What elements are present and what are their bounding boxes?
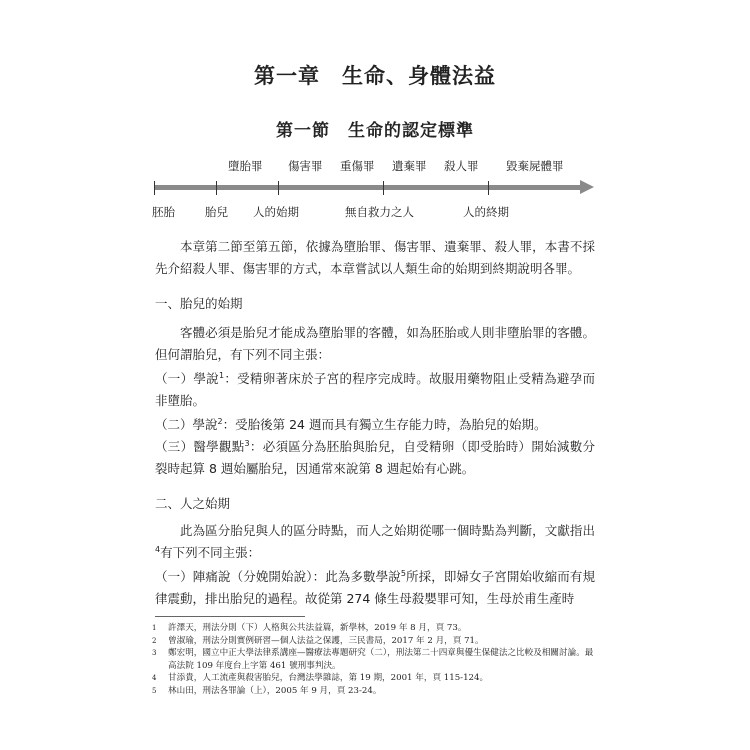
timeline-label-helpless-person: 無自救力之人 xyxy=(345,205,414,219)
footnote-ref[interactable]: 3 xyxy=(244,438,250,448)
timeline-tick xyxy=(383,181,384,195)
section-title: 第一節 生命的認定標準 xyxy=(276,121,474,141)
footnote-text: 鄭宏明，國立中正大學法律系講座—醫療法專題研究（二），刑法第二十四章與優生保健法之比較及相關討論。最高法院 109 年度台上字第 461 號刑事判決。 xyxy=(168,648,594,671)
timeline-label-embryo: 胚胎 xyxy=(152,205,175,219)
item-text: （一）陣痛說（分娩開始說）：此為多數學說 xyxy=(155,569,401,584)
footnote-3 xyxy=(152,647,597,672)
footnote-text: 許澤天，刑法分則（下）人格與公共法益篇，新學林，2019 年 8 月，頁 73。 xyxy=(168,623,467,633)
timeline-tick xyxy=(154,181,155,195)
timeline-bar xyxy=(154,185,582,190)
timeline-diagram xyxy=(150,155,600,225)
footnote-ref[interactable]: 2 xyxy=(217,416,223,426)
footnote-divider xyxy=(155,616,305,617)
item-text: （三）醫學觀點 xyxy=(155,439,245,454)
timeline-label-start-of-life: 人的始期 xyxy=(253,205,299,219)
footnote-ref[interactable]: 4 xyxy=(155,544,161,554)
chapter-title: 第一章 生命、身體法益 xyxy=(254,64,496,88)
fetus-item-3 xyxy=(155,436,595,480)
timeline-label-serious-injury: 重傷罪 xyxy=(340,159,375,173)
paragraph-text: 有下列不同主張： xyxy=(160,545,261,560)
item-text: （一）學說 xyxy=(155,371,219,386)
item-text: （二）學說 xyxy=(155,417,218,432)
footnote-ref[interactable]: 5 xyxy=(400,568,406,578)
timeline-tick xyxy=(488,181,489,195)
person-item-1 xyxy=(155,566,595,610)
item-text: ：受胎後第 24 週而具有獨立生存能力時，為胎兒的始期。 xyxy=(222,417,547,432)
intro-paragraph: 本章第二節至第五節，依據為墮胎罪、傷害罪、遺棄罪、殺人罪，本書不採先介紹殺人罪、傷害罪的方式，本章嘗試以人類生命的始期到終期說明各罪。 xyxy=(155,239,595,276)
fetus-item-2 xyxy=(155,414,595,436)
footnote-ref[interactable]: 1 xyxy=(218,370,225,380)
footnote-number: 1 xyxy=(152,624,157,632)
footnote-number: 3 xyxy=(152,649,157,657)
paragraph-text: 此為區分胎兒與人的區分時點，而人之始期從哪一個時點為判斷，文獻指出 xyxy=(180,523,595,538)
timeline-label-fetus: 胎兒 xyxy=(205,205,228,219)
footnote-1 xyxy=(152,622,597,635)
footnote-text: 曾淑瑜，刑法分則實例研習—個人法益之保護，三民書局，2017 年 2 月，頁 71。 xyxy=(168,635,484,646)
timeline-arrowhead xyxy=(580,180,594,194)
footnote-number: 5 xyxy=(152,686,157,695)
footnote-number: 2 xyxy=(152,636,157,645)
timeline-label-abortion: 墮胎罪 xyxy=(228,159,263,173)
footnote-text: 林山田，刑法各罪論（上），2005 年 9 月，頁 23-24。 xyxy=(168,685,382,696)
person-paragraph xyxy=(155,520,595,564)
item-text: ：受精卵著床於子宮的程序完成時。故服用藥物阻止受精為避孕而非墮胎。 xyxy=(155,371,595,408)
fetus-item-1 xyxy=(155,368,595,412)
footnotes xyxy=(152,622,597,697)
timeline-tick xyxy=(216,181,217,195)
heading-person-start: 二、人之始期 xyxy=(155,496,231,511)
timeline-label-injury: 傷害罪 xyxy=(288,159,323,173)
footnote-number: 4 xyxy=(152,674,157,682)
footnote-4 xyxy=(152,672,597,685)
timeline-tick xyxy=(278,181,279,195)
fetus-paragraph-text: 客體必須是胎兒才能成為墮胎罪的客體，如為胚胎或人則非墮胎罪的客體。但何謂胎兒，有下列不同主張： xyxy=(155,325,595,362)
timeline-label-abandonment: 遺棄罪 xyxy=(392,159,427,173)
timeline-label-end-of-life: 人的終期 xyxy=(463,205,509,219)
heading-fetus-start: 一、胎兒的始期 xyxy=(155,296,243,311)
fetus-paragraph xyxy=(155,322,595,366)
footnote-5 xyxy=(152,685,597,698)
footnote-text: 甘添貴，人工流產與殺害胎兒，台灣法學雜誌，第 19 期，2001 年，頁 115-124。 xyxy=(168,673,489,683)
footnote-2 xyxy=(152,635,597,648)
timeline-label-homicide: 殺人罪 xyxy=(444,159,479,173)
item-text: 所採，即婦女子宮開始收縮而有規律震動，排出胎兒的過程。故從第 274 條生母殺嬰罪可知，生母於甫生產時 xyxy=(155,569,595,606)
timeline-label-corpse-destruction: 毀棄屍體罪 xyxy=(506,159,564,173)
item-text: ：必須區分為胚胎與胎兒，自受精卵（即受胎時）開始減數分裂時起算 8 週始屬胎兒，因通常來說第 8 週起始有心跳。 xyxy=(155,439,595,476)
